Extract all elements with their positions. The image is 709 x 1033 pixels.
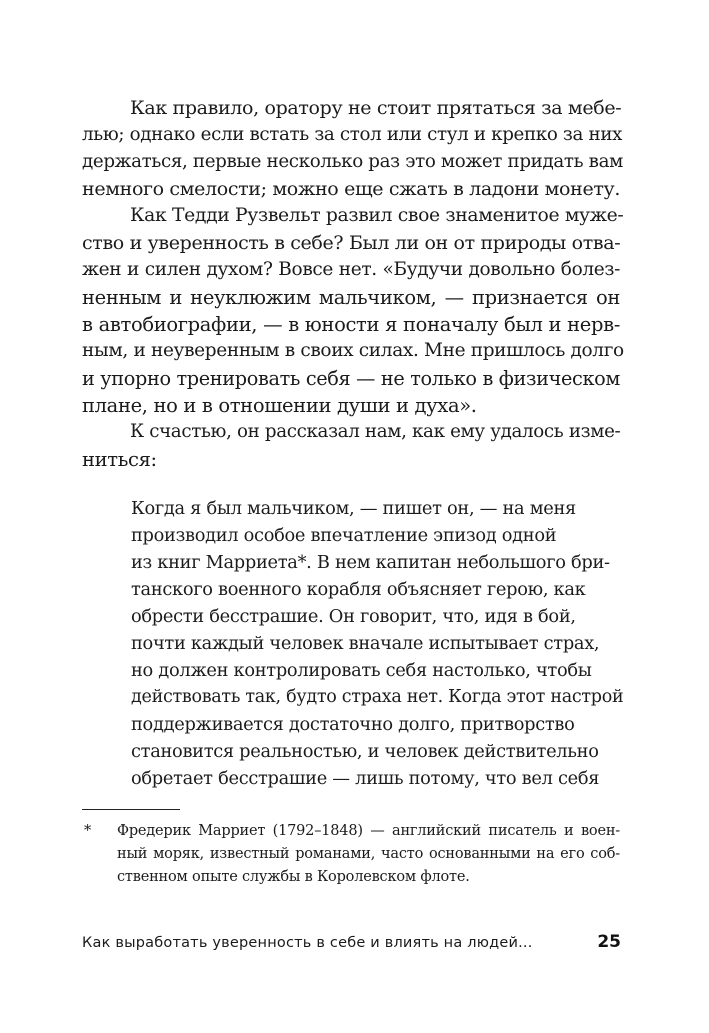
body-line: ненным и неуклюжим мальчиком, — признается он [82, 286, 620, 309]
footnote-line: Фредерик Марриет (1792–1848) — английский писатель и воен- [117, 823, 620, 839]
quote-line: но должен контролировать себя настолько, чтобы [131, 660, 592, 681]
quote-line: Когда я был мальчиком, — пишет он, — на меня [131, 498, 576, 519]
quote-line: танского военного корабля объясняет герою, как [131, 579, 586, 600]
body-line: Как правило, оратору не стоит прятаться за мебе- [130, 97, 622, 119]
body-line: плане, но и в отношении души и духа». [82, 394, 477, 417]
body-line: ным, и неуверенным в своих силах. Мне пришлось долго [82, 340, 624, 361]
body-line: К счастью, он рассказал нам, как ему удалось изме- [130, 421, 621, 442]
quote-line: действовать так, будто страха нет. Когда этот настрой [131, 687, 624, 707]
quote-line: поддерживается достаточно долго, притворство [131, 714, 575, 735]
footnote-marker: * [84, 823, 92, 839]
body-line: немного смелости; можно еще сжать в ладони монету. [82, 178, 621, 200]
quote-line: производил особое впечатление эпизод одной [131, 525, 557, 546]
body-line: ниться: [82, 448, 157, 471]
quote-line: почти каждый человек вначале испытывает страх, [131, 633, 600, 654]
quote-line: становится реальностью, и человек действительно [131, 741, 599, 762]
quote-line: обрести бесстрашие. Он говорит, что, идя в бой, [131, 606, 576, 627]
footnote-line: ственном опыте службы в Королевском флоте. [117, 869, 470, 885]
body-line: жен и силен духом? Вовсе нет. «Будучи довольно болез- [82, 259, 620, 280]
quote-line: из книг Марриета*. В нем капитан небольшого бри- [131, 552, 610, 573]
running-footer-title: Как выработать уверенность в себе и влиять на людей... [82, 935, 533, 951]
body-line: ство и уверенность в себе? Был ли он от природы отва- [82, 232, 621, 254]
body-line: держаться, первые несколько раз это может придать вам [82, 151, 623, 172]
footnote-line: ный моряк, известный романами, часто основанными на его соб- [117, 846, 620, 862]
body-line: в автобиографии, — в юности я поначалу был и нерв- [82, 313, 620, 336]
footnote-separator [82, 809, 180, 810]
quote-line: обретает бесстрашие — лишь потому, что вел себя [131, 768, 600, 789]
page-number: 25 [597, 932, 621, 952]
body-line: и упорно тренировать себя — не только в физическом [82, 367, 620, 390]
body-line: Как Тедди Рузвельт развил свое знаменитое муже- [130, 205, 624, 226]
body-line: лью; однако если встать за стол или стул и крепко за них [82, 124, 623, 145]
